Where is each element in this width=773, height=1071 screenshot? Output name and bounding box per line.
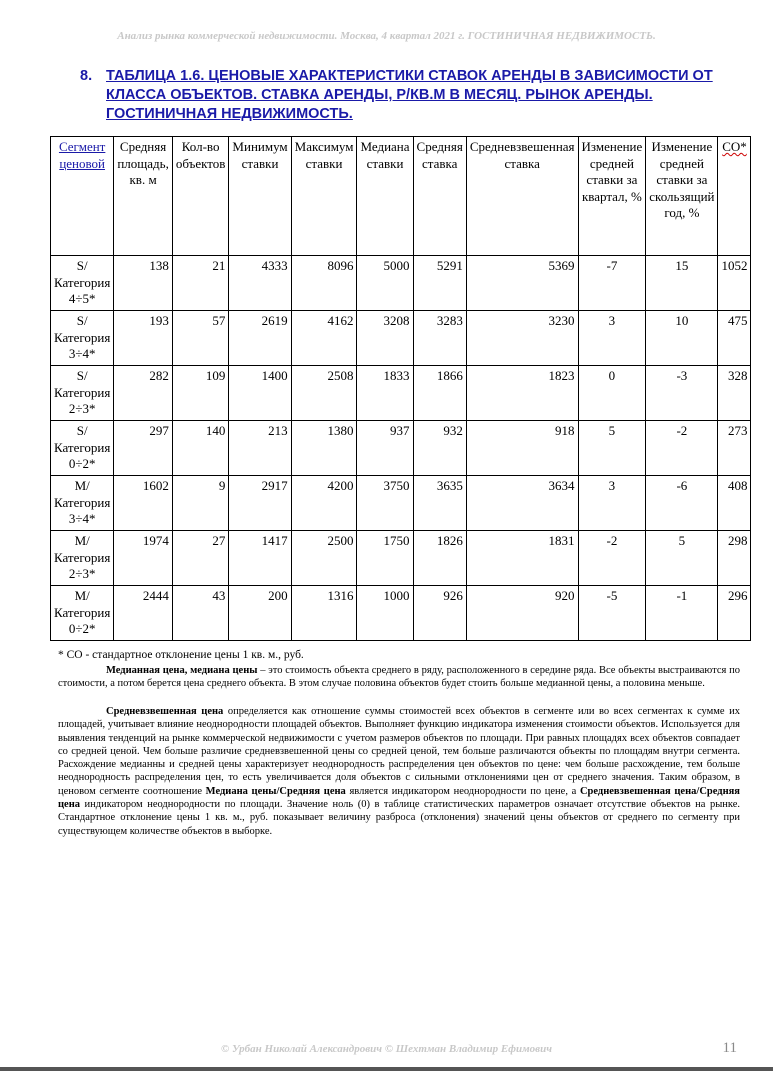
header-cell: Средняя ставка <box>413 137 466 256</box>
footnote: * СО - стандартное отклонение цены 1 кв. м., руб. <box>58 649 304 661</box>
value-cell: 21 <box>172 256 229 311</box>
value-cell: 408 <box>718 476 751 531</box>
value-cell: -7 <box>578 256 646 311</box>
value-cell: 3 <box>578 311 646 366</box>
table-row <box>51 256 751 311</box>
value-cell: -2 <box>578 531 646 586</box>
value-cell: 1826 <box>413 531 466 586</box>
rent-rates-table <box>50 136 751 641</box>
bottom-bar <box>0 1067 773 1071</box>
segment-header-link[interactable]: Сегмент ценовой <box>58 139 106 171</box>
value-cell: 43 <box>172 586 229 641</box>
value-cell: 3283 <box>413 311 466 366</box>
value-cell: 1823 <box>466 366 578 421</box>
table-row <box>51 586 751 641</box>
value-cell: 918 <box>466 421 578 476</box>
segment-cell: S/Категория 3÷4* <box>51 311 114 366</box>
value-cell: 109 <box>172 366 229 421</box>
table-row <box>51 476 751 531</box>
segment-cell: M/Категория 2÷3* <box>51 531 114 586</box>
value-cell: 1833 <box>357 366 413 421</box>
value-cell: 2917 <box>229 476 291 531</box>
segment-cell: S/Категория 2÷3* <box>51 366 114 421</box>
value-cell: -2 <box>646 421 718 476</box>
value-cell: 5369 <box>466 256 578 311</box>
value-cell: 4162 <box>291 311 357 366</box>
value-cell: 1380 <box>291 421 357 476</box>
header-cell: Медиана ставки <box>357 137 413 256</box>
weighted-text-1: определяется как отношение суммы стоимостей всех объектов в сегменте или во всех сегментах к сумме их площадей, учитывает влияние неоднородности площадей объектов. Выполняет функцию индикатора изменения стоимости объектов. Используется для выявления тенденций на рынке коммерческой недвижимости с учетом размеров объектов по площади. При равных площадях всех объектов совпадает со средней ценой. Чем больше различие средневзвешенной цены со средней ценой, тем больше различаются объекты по площадям внутри сегмента. Расхождение медианны и средней цены характеризует неоднородность распределения цен объектов по цене: чем больше расхождение, тем больше неоднородность распределения цен, то есть увеличивается доля объектов с сильными отклонениями цен от среднего значения. Таким образом, в ценовом сегменте соотношение <box>58 706 740 797</box>
value-cell: 5000 <box>357 256 413 311</box>
segment-cell: S/Категория 0÷2* <box>51 421 114 476</box>
value-cell: 1750 <box>357 531 413 586</box>
copyright-footer: © Урбан Николай Александрович © Шехтман Владимир Ефимович <box>220 1043 552 1055</box>
page-number: 11 <box>722 1040 737 1056</box>
value-cell: 296 <box>718 586 751 641</box>
so-header: СО* <box>722 139 747 154</box>
segment-cell: M/Категория 3÷4* <box>51 476 114 531</box>
value-cell: 10 <box>646 311 718 366</box>
term-weighted: Средневзвешенная цена <box>106 706 224 717</box>
weighted-text-3: индикатором неоднородности по площади. Значение ноль (0) в таблице статистических параметров означает отсутствие объектов на рынке. Стандартное отклонение цены 1 кв. м., руб. показывает величину разброса (отклонения) значений цены объектов от среднего по сегменту при существующем количестве объектов в выборке. <box>58 799 740 837</box>
median-definition <box>58 664 740 691</box>
value-cell: 27 <box>172 531 229 586</box>
value-cell: 937 <box>357 421 413 476</box>
value-cell: 920 <box>466 586 578 641</box>
value-cell: 1602 <box>114 476 173 531</box>
table-row <box>51 366 751 421</box>
value-cell: 2444 <box>114 586 173 641</box>
value-cell: 3635 <box>413 476 466 531</box>
weighted-text-2: является индикатором неоднородности по цене, а <box>345 785 580 797</box>
term-median: Медианная цена, медиана цены <box>106 665 258 676</box>
value-cell: 328 <box>718 366 751 421</box>
value-cell: 4200 <box>291 476 357 531</box>
value-cell: 475 <box>718 311 751 366</box>
table-row <box>51 311 751 366</box>
value-cell: 1316 <box>291 586 357 641</box>
segment-cell: M/Категория 0÷2* <box>51 586 114 641</box>
value-cell: -5 <box>578 586 646 641</box>
term-median-ratio: Медиана цены/Средняя цена <box>205 785 346 797</box>
value-cell: 8096 <box>291 256 357 311</box>
table-header-row <box>51 137 751 256</box>
header-cell: Кол-во объектов <box>172 137 229 256</box>
header-cell[interactable] <box>51 137 114 256</box>
value-cell: 5 <box>646 531 718 586</box>
header-cell: Средняя площадь, кв. м <box>114 137 173 256</box>
value-cell: 140 <box>172 421 229 476</box>
value-cell: -1 <box>646 586 718 641</box>
header-cell: Средневзвешенная ставка <box>466 137 578 256</box>
table-body <box>51 256 751 641</box>
value-cell: 193 <box>114 311 173 366</box>
value-cell: 4333 <box>229 256 291 311</box>
value-cell: -3 <box>646 366 718 421</box>
median-text: – это стоимость объекта среднего в ряду, расположенного в середине ряда. Все объекты выстраиваются по стоимости, а потом берется цена среднего объекта. В этом случае половина объектов будет стоить больше медианной цены, а половина меньше. <box>58 665 740 690</box>
value-cell: 9 <box>172 476 229 531</box>
value-cell: 213 <box>229 421 291 476</box>
value-cell: 926 <box>413 586 466 641</box>
value-cell: 200 <box>229 586 291 641</box>
value-cell: 138 <box>114 256 173 311</box>
value-cell: 3634 <box>466 476 578 531</box>
value-cell: 1831 <box>466 531 578 586</box>
value-cell: 3 <box>578 476 646 531</box>
value-cell: 932 <box>413 421 466 476</box>
value-cell: 2500 <box>291 531 357 586</box>
value-cell: 2508 <box>291 366 357 421</box>
section-title <box>80 67 750 124</box>
value-cell: 5291 <box>413 256 466 311</box>
value-cell: 2619 <box>229 311 291 366</box>
value-cell: 3750 <box>357 476 413 531</box>
header-cell <box>718 137 751 256</box>
value-cell: 297 <box>114 421 173 476</box>
value-cell: -6 <box>646 476 718 531</box>
value-cell: 57 <box>172 311 229 366</box>
value-cell: 1400 <box>229 366 291 421</box>
running-header: Анализ рынка коммерческой недвижимости. Москва, 4 квартал 2021 г. ГОСТИНИЧНАЯ НЕДВИЖИМОСТЬ. <box>117 30 656 42</box>
term-weighted-ratio: Средневзвешенная цена/Средняя цена <box>58 785 740 811</box>
value-cell: 0 <box>578 366 646 421</box>
section-number: 8. <box>80 68 93 84</box>
value-cell: 1866 <box>413 366 466 421</box>
header-cell: Изменение средней ставки за скользящий год, % <box>646 137 718 256</box>
weighted-definition <box>58 705 740 838</box>
header-cell: Максимум ставки <box>291 137 357 256</box>
value-cell: 1974 <box>114 531 173 586</box>
value-cell: 1417 <box>229 531 291 586</box>
value-cell: 1000 <box>357 586 413 641</box>
value-cell: 1052 <box>718 256 751 311</box>
header-cell: Минимум ставки <box>229 137 291 256</box>
table-row <box>51 421 751 476</box>
value-cell: 298 <box>718 531 751 586</box>
value-cell: 282 <box>114 366 173 421</box>
value-cell: 15 <box>646 256 718 311</box>
section-title-text: ТАБЛИЦА 1.6. ЦЕНОВЫЕ ХАРАКТЕРИСТИКИ СТАВОК АРЕНДЫ В ЗАВИСИМОСТИ ОТ КЛАССА ОБЪЕКТОВ. СТАВКА АРЕНДЫ, Р/КВ.М В МЕСЯЦ. РЫНОК АРЕНДЫ. ГОСТИНИЧНАЯ НЕДВИЖИМОСТЬ. <box>106 68 713 122</box>
value-cell: 3208 <box>357 311 413 366</box>
value-cell: 5 <box>578 421 646 476</box>
value-cell: 273 <box>718 421 751 476</box>
value-cell: 3230 <box>466 311 578 366</box>
segment-cell: S/Категория 4÷5* <box>51 256 114 311</box>
table-row <box>51 531 751 586</box>
header-cell: Изменение средней ставки за квартал, % <box>578 137 646 256</box>
